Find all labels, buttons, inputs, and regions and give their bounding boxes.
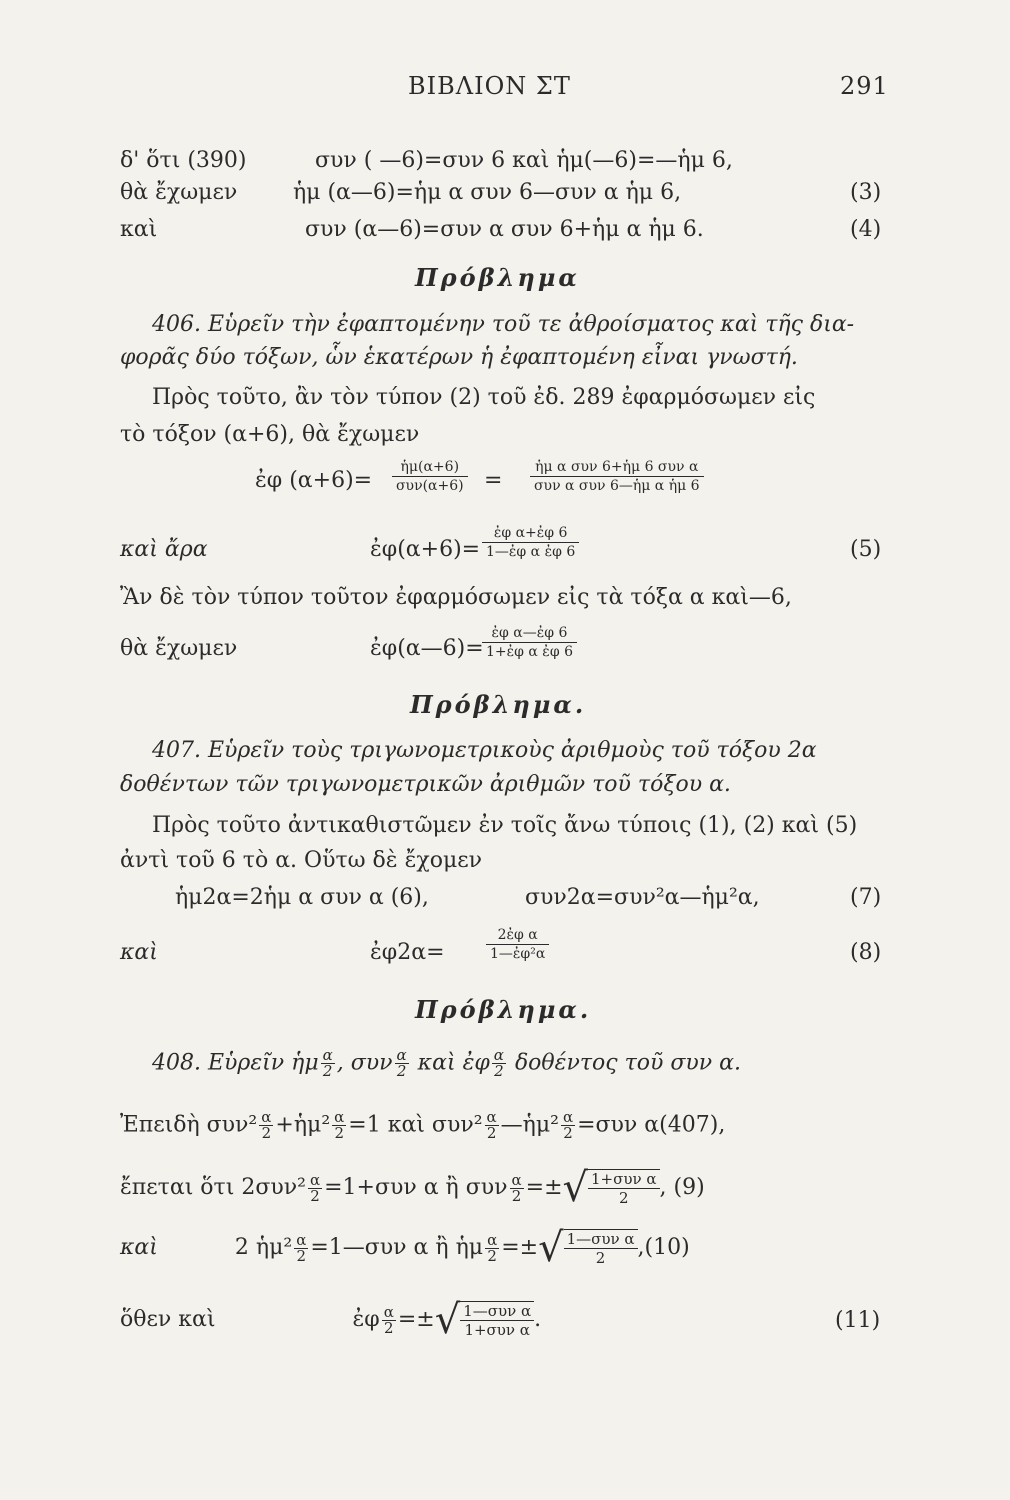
problem-408-line-1 [120, 1110, 725, 1141]
half-den: 2 [563, 1124, 573, 1142]
half-den: 2 [296, 1246, 307, 1265]
page-number: 291 [840, 72, 889, 100]
problem-406-para-1: Πρὸς τοῦτο, ἂν τὸν τύπον (2) τοῦ ἐδ. 289 ἐφαρμόσωμεν εἰς [152, 385, 816, 410]
problem-408-heading: Πρόβλημα. [415, 995, 592, 1024]
half-num: α [261, 1108, 272, 1126]
fraction-denominator: 1—ἐφ α ἐφ 6 [486, 544, 576, 560]
expr-part: =1 καὶ συν² [348, 1112, 483, 1138]
half-alpha [294, 1230, 308, 1265]
radicand-den: 2 [618, 1189, 629, 1207]
eq-tan-sum-lhs: ἐφ (α+6)= [255, 468, 373, 493]
equation-5-number: (5) [850, 537, 882, 562]
square-root [538, 1225, 637, 1271]
radicand-den: 1+συν α [464, 1321, 530, 1339]
half-den: 2 [334, 1124, 344, 1142]
expr-part: 2 ἡμ² [234, 1235, 293, 1260]
eq-tan-sum-fraction-1 [392, 458, 468, 495]
statement-part: καὶ ἐφ [417, 1050, 490, 1076]
statement-part: 408. Εὑρεῖν ἡμ [152, 1050, 319, 1076]
half-den: 2 [396, 1062, 407, 1080]
half-num: α [322, 1046, 333, 1064]
equation-11-number: (11) [835, 1308, 881, 1333]
half-alpha [492, 1048, 506, 1079]
eq-8-fraction [486, 926, 549, 963]
problem-406-statement-1: 406. Εὑρεῖν τὴν ἐφαπτομένην τοῦ τε ἀθροίσματος καὶ τῆς δια- [152, 312, 855, 337]
half-alpha [332, 1110, 346, 1141]
half-alpha [395, 1048, 409, 1079]
expr-part: —ἡμ² [500, 1112, 559, 1138]
eq-tan-sum-fraction-2 [530, 458, 704, 495]
line-2-lead: θὰ ἔχωμεν [120, 180, 238, 205]
half-num: α [487, 1230, 498, 1249]
radical-icon: √ [562, 1165, 589, 1211]
radicand-den: 2 [595, 1249, 606, 1267]
half-alpha [485, 1230, 499, 1265]
radical-icon: √ [538, 1225, 564, 1271]
half-den: 2 [310, 1186, 320, 1205]
half-num: α [296, 1230, 307, 1249]
square-root [562, 1165, 660, 1211]
statement-part: , συν [336, 1050, 393, 1076]
problem-407-para-2: ἀντὶ τοῦ 6 τὸ α. Οὕτω δὲ ἔχομεν [120, 848, 483, 873]
eq-tan-diff-lhs: ἐφ(α—6)= [370, 636, 484, 661]
expr-part: =1—συν α ἢ ἡμ [310, 1235, 484, 1260]
half-num: α [493, 1046, 504, 1064]
fraction-numerator: ἡμ(α+6) [392, 458, 468, 477]
expr-part: =± [525, 1175, 563, 1200]
half-den: 2 [511, 1186, 522, 1205]
problem-407-statement-1: 407. Εὑρεῖν τοὺς τριγωνομετρικοὺς ἀριθμοὺς τοῦ τόξου 2α [152, 738, 817, 763]
half-den: 2 [487, 1246, 497, 1265]
half-den: 2 [384, 1318, 394, 1337]
expr-part: ὅθεν καὶ [120, 1307, 216, 1332]
problem-406-para-2: τὸ τόξον (α+6), θὰ ἔχωμεν [120, 422, 420, 447]
problem-408-statement [152, 1048, 741, 1079]
expr-part: =± [397, 1307, 435, 1332]
expr-part: ἐφ [352, 1307, 380, 1332]
expr-part: =± [501, 1235, 539, 1260]
fraction-denominator: 1—ἐφ²α [490, 946, 546, 962]
equation-3-number: (3) [850, 180, 882, 205]
radical-icon: √ [434, 1297, 461, 1343]
equation-7-number: (7) [850, 885, 882, 910]
fraction-numerator: ἐφ α+ἐφ 6 [482, 524, 579, 543]
fraction-numerator: ἡμ α συν 6+ἡμ 6 συν α [530, 458, 704, 477]
half-den: 2 [322, 1062, 333, 1080]
half-num: α [334, 1108, 345, 1126]
half-num: α [383, 1302, 394, 1321]
line-1-lead: δ' ὅτι (390) [120, 148, 247, 173]
problem-407-statement-2: δοθέντων τῶν τριγωνομετρικῶν ἀριθμῶν τοῦ τόξου α. [120, 772, 731, 797]
radicand-num: 1—συν α [460, 1302, 534, 1321]
half-alpha [382, 1302, 396, 1337]
expr-part: =συν α(407), [577, 1112, 726, 1138]
problem-406-heading: Πρόβλημα [415, 263, 580, 292]
eq-5-lead: καὶ ἄρα [120, 537, 208, 562]
half-den: 2 [486, 1124, 497, 1142]
half-den: 2 [494, 1062, 504, 1080]
equation-4-number: (4) [850, 217, 882, 242]
eq-tan-diff-lead: θὰ ἔχωμεν [120, 636, 238, 661]
equation-10-number: ,(10) [637, 1235, 690, 1260]
problem-408-line-4: ὅθεν καὶ ἐφ $\frac{\alpha}{2}$ =±√ 1—συν α 1+συν α . [120, 1297, 542, 1343]
half-den: 2 [261, 1124, 272, 1142]
fraction-denominator: 1+ἐφ α ἐφ 6 [486, 644, 573, 660]
line-1-equation: συν ( —6)=συν 6 καὶ ἡμ(—6)=—ἡμ 6, [315, 148, 733, 173]
problem-408-line-3 [120, 1225, 690, 1271]
problem-407-para-1: Πρὸς τοῦτο ἀντικαθιστῶμεν ἐν τοῖς ἄνω τύποις (1), (2) καὶ (5) [152, 813, 858, 838]
equation-4: συν (α—6)=συν α συν 6+ἡμ α ἡμ 6. [305, 217, 704, 242]
half-num: α [511, 1170, 522, 1189]
fraction-denominator: συν(α+6) [396, 478, 464, 494]
half-alpha [259, 1110, 273, 1141]
equation-6: ἡμ2α=2ἡμ α συν α (6), [175, 885, 429, 910]
fraction-numerator: 2ἐφ α [486, 926, 549, 945]
half-alpha [561, 1110, 575, 1141]
statement-part: δοθέντος τοῦ συν α. [514, 1050, 741, 1076]
fraction-denominator: συν α συν 6—ἡμ α ἡμ 6 [534, 478, 700, 494]
radicand-num: 1+συν α [588, 1170, 660, 1189]
expr-part: ἔπεται ὅτι 2συν² [120, 1175, 306, 1200]
half-num: α [309, 1170, 321, 1189]
eq-8-lead: καὶ [120, 940, 158, 965]
half-num: α [396, 1046, 407, 1064]
equation-9-number: , (9) [659, 1175, 705, 1200]
line-3-lead: καὶ [120, 217, 158, 242]
half-alpha [485, 1110, 499, 1141]
equation-3: ἡμ (α—6)=ἡμ α συν 6—συν α ἡμ 6, [293, 180, 682, 205]
equation-7: συν2α=συν²α—ἡμ²α, [525, 885, 760, 910]
radicand-num: 1—συν α [564, 1230, 638, 1249]
half-alpha [308, 1170, 322, 1205]
eq-8-lhs: ἐφ2α= [370, 940, 445, 965]
problem-406-para-3: Ἂν δὲ τὸν τύπον τοῦτον ἐφαρμόσωμεν εἰς τὰ τόξα α καὶ—6, [120, 585, 792, 610]
expr-part: Ἐπειδὴ συν² [120, 1112, 258, 1138]
eq-5-lhs: ἐφ(α+6)= [370, 537, 481, 562]
square-root [434, 1297, 534, 1343]
eq-tan-diff-fraction [482, 624, 577, 661]
half-alpha [510, 1170, 524, 1205]
expr-part: +ἡμ² [275, 1112, 331, 1138]
problem-406-statement-2: φορᾶς δύο τόξων, ὧν ἑκατέρων ἡ ἐφαπτομένη εἶναι γνωστή. [120, 345, 798, 370]
eq-5-fraction [482, 524, 579, 561]
problem-408-line-2 [120, 1165, 705, 1211]
fraction-numerator: ἐφ α—ἐφ 6 [482, 624, 577, 643]
half-alpha [321, 1048, 335, 1079]
running-head: ΒΙΒΛΙΟΝ ΣΤ [408, 72, 571, 100]
problem-407-heading: Πρόβλημα. [410, 690, 587, 719]
half-num: α [486, 1108, 497, 1126]
expr-part: καὶ [120, 1235, 158, 1260]
half-num: α [562, 1108, 574, 1126]
equation-8-number: (8) [850, 940, 882, 965]
eq-tan-sum-equals: = [484, 468, 503, 493]
expr-part: =1+συν α ἢ συν [324, 1175, 508, 1200]
